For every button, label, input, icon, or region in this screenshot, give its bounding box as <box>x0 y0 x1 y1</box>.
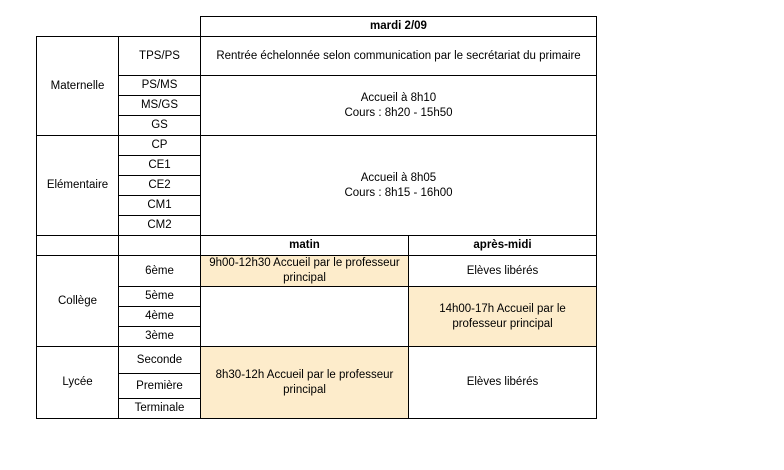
maternelle-hours-cell <box>201 76 597 136</box>
level-4eme: 4ème <box>119 307 201 327</box>
level-tps-ps: TPS/PS <box>119 37 201 76</box>
date-header: mardi 2/09 <box>201 17 597 37</box>
matin-header: matin <box>201 236 409 256</box>
apres-midi-header: après-midi <box>409 236 597 256</box>
table-row <box>37 136 597 156</box>
maternelle-accueil: Accueil à 8h10 <box>360 91 437 104</box>
corner-blank-cell <box>37 17 201 37</box>
level-ps-ms: PS/MS <box>119 76 201 96</box>
tps-ps-note: Rentrée échelonnée selon communication par le secrétariat du primaire <box>201 37 597 76</box>
rentree-schedule-table <box>36 16 597 419</box>
level-6eme: 6ème <box>119 256 201 287</box>
college-apres-midi: 14h00-17h Accueil par le professeur principal <box>409 287 597 347</box>
table-row <box>37 256 597 287</box>
college-label: Collège <box>37 256 119 347</box>
elementaire-cours: Cours : 8h15 - 16h00 <box>344 186 453 199</box>
level-seconde: Seconde <box>119 347 201 374</box>
elementaire-accueil: Accueil à 8h05 <box>360 171 437 184</box>
college-matin-empty <box>201 287 409 347</box>
lycee-apres-midi: Elèves libérés <box>409 347 597 419</box>
table-row <box>37 347 597 374</box>
table-row <box>37 37 597 76</box>
table-row <box>37 76 597 96</box>
date-header-row <box>37 17 597 37</box>
sixieme-matin: 9h00-12h30 Accueil par le professeur principal <box>201 256 409 287</box>
lycee-label: Lycée <box>37 347 119 419</box>
period-header-row <box>37 236 597 256</box>
level-3eme: 3ème <box>119 327 201 347</box>
maternelle-cours: Cours : 8h20 - 15h50 <box>344 106 453 119</box>
empty-cell <box>37 236 119 256</box>
level-premiere: Première <box>119 374 201 399</box>
level-ms-gs: MS/GS <box>119 96 201 116</box>
level-terminale: Terminale <box>119 399 201 419</box>
level-cm2: CM2 <box>119 216 201 236</box>
level-5eme: 5ème <box>119 287 201 307</box>
level-cm1: CM1 <box>119 196 201 216</box>
table-row <box>37 287 597 307</box>
elementaire-label: Elémentaire <box>37 136 119 236</box>
maternelle-label: Maternelle <box>37 37 119 136</box>
elementaire-hours-cell <box>201 136 597 236</box>
level-gs: GS <box>119 116 201 136</box>
level-ce1: CE1 <box>119 156 201 176</box>
level-ce2: CE2 <box>119 176 201 196</box>
level-cp: CP <box>119 136 201 156</box>
lycee-matin: 8h30-12h Accueil par le professeur principal <box>201 347 409 419</box>
sixieme-apres-midi: Elèves libérés <box>409 256 597 287</box>
empty-cell <box>119 236 201 256</box>
